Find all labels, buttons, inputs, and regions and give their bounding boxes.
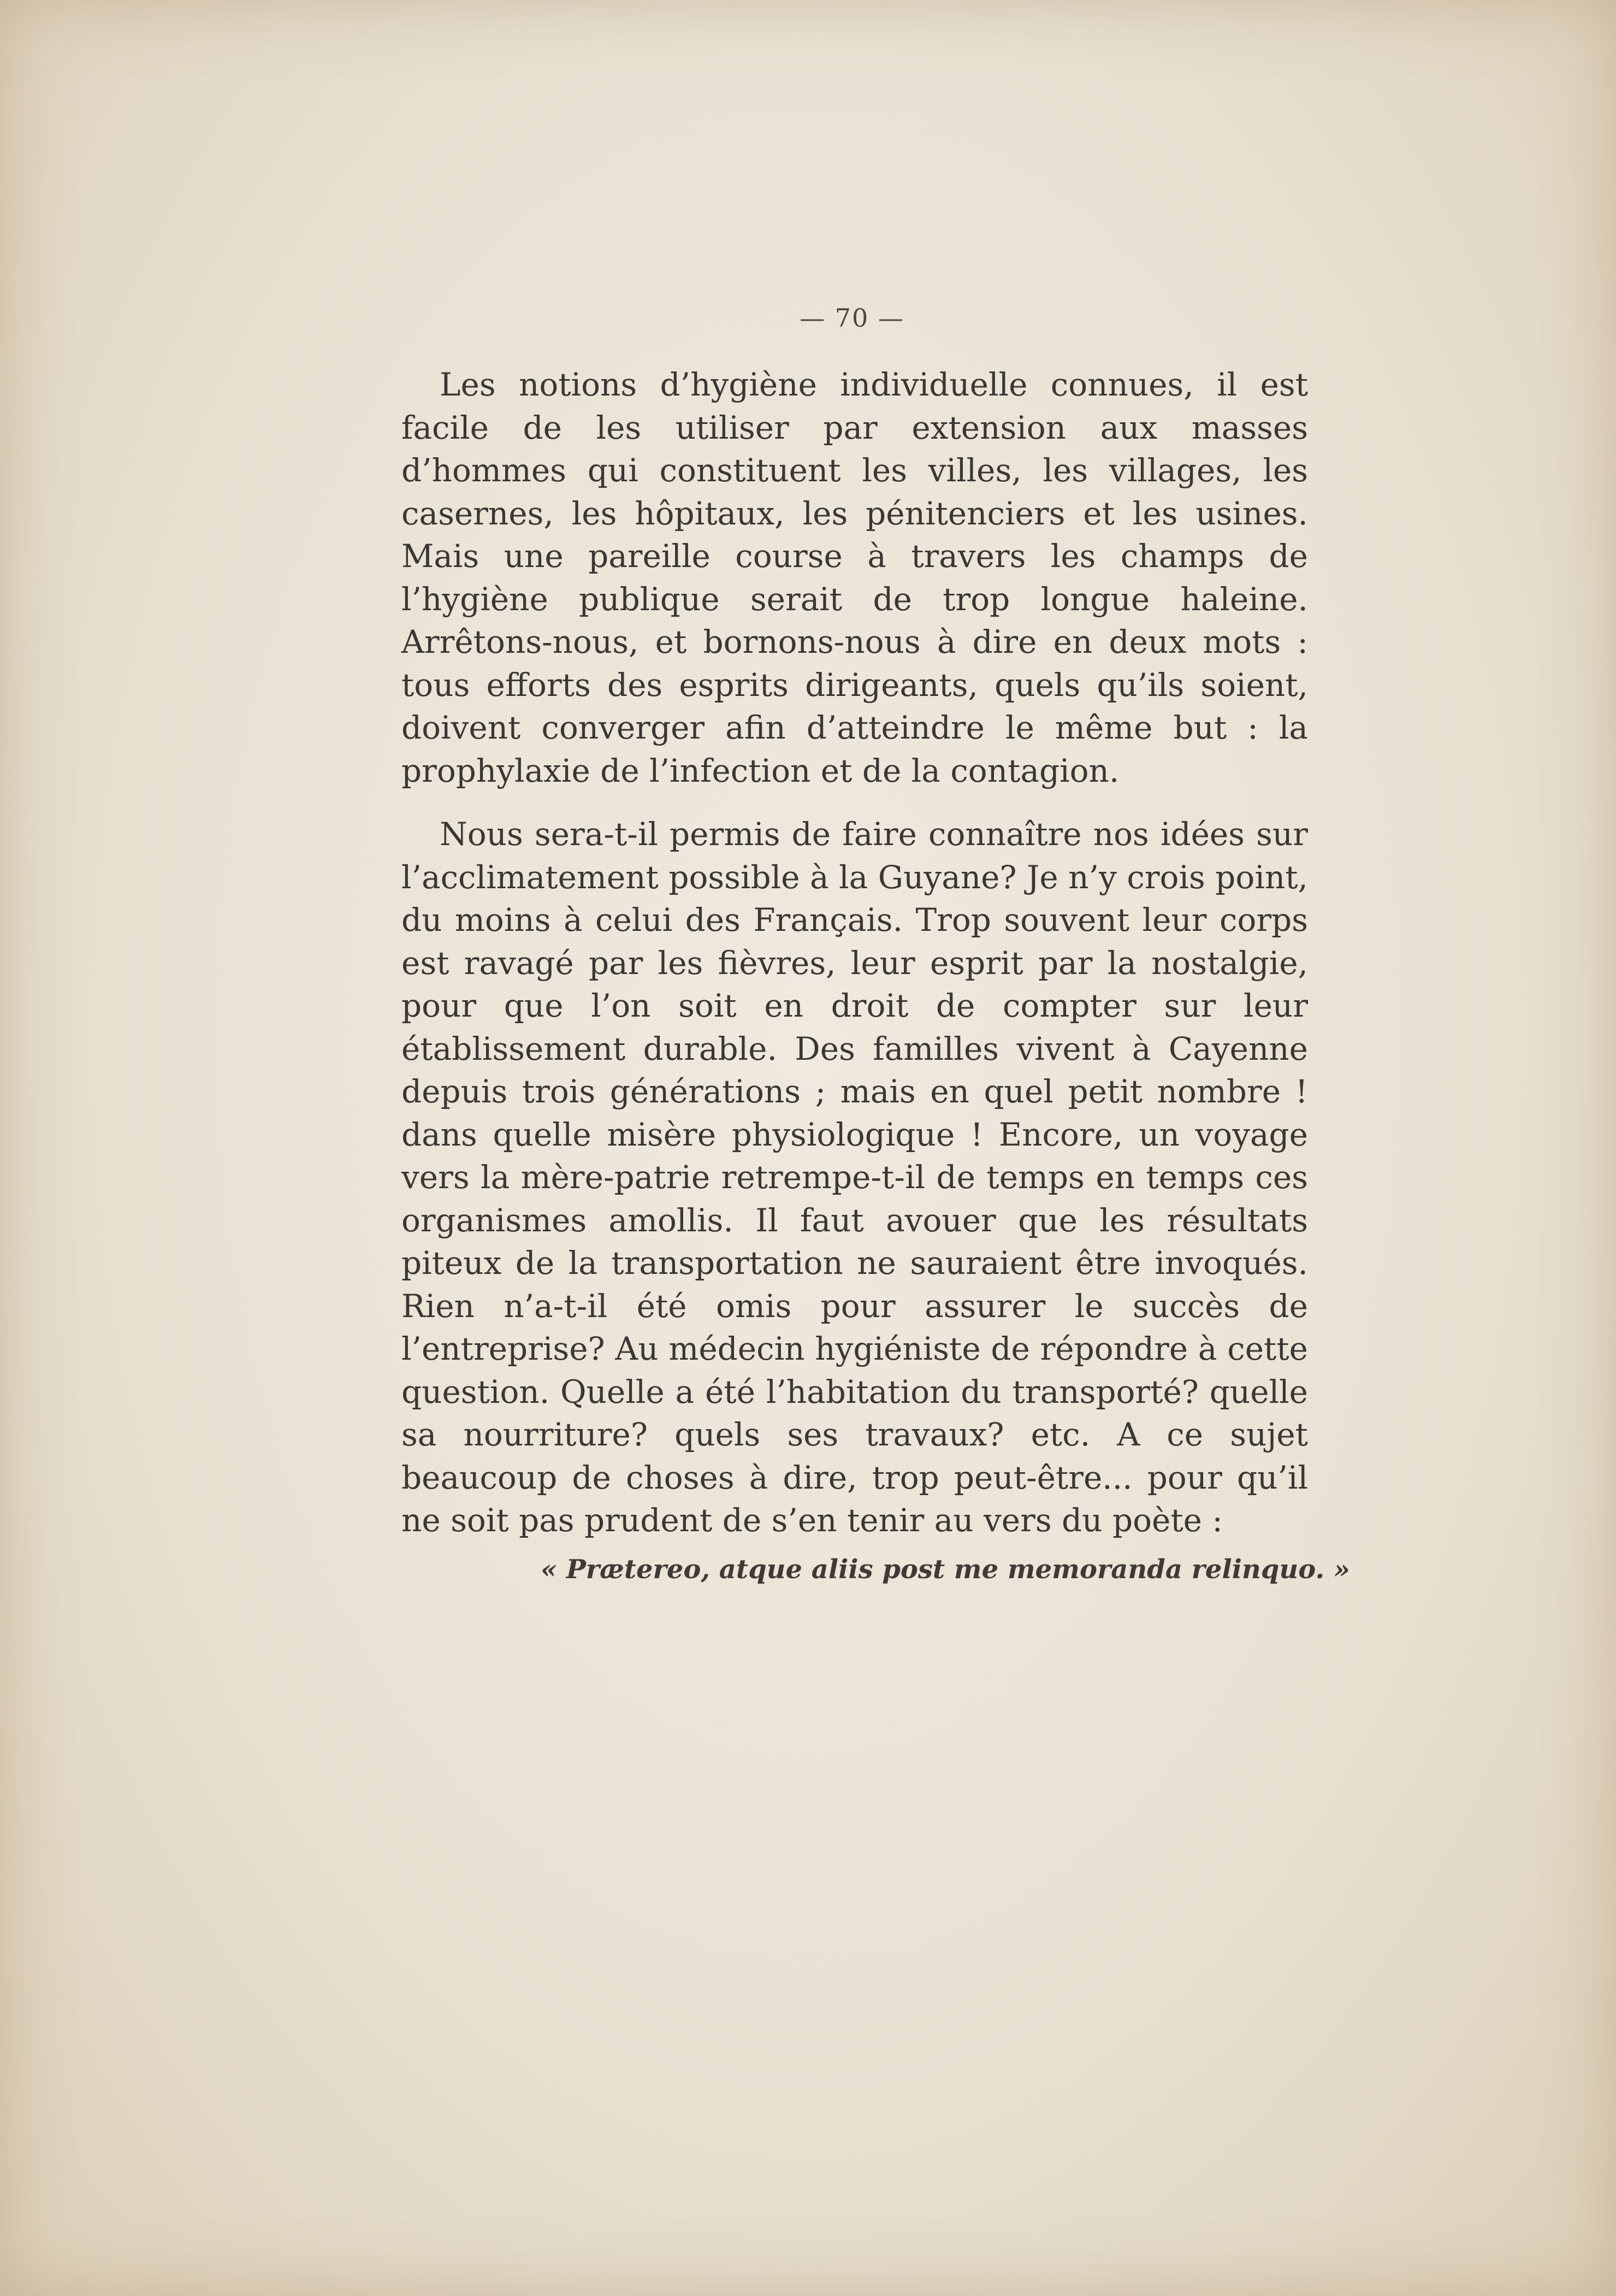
latin-quote: « Prætereo, atque aliis post me memoranda relinquo. » <box>541 1554 1350 1585</box>
page-body <box>401 363 1308 1542</box>
paragraph-hygiene: Les notions d’hygiène individuelle connues, il est facile de les utiliser par extension aux masses d’hommes qui constituent les villes, les villages, les casernes, les hôpitaux, les pénitenciers et les usines. Mais une pareille course à travers les champs de l’hygiène publique serait de trop longue haleine. Arrêtons-nous, et bornons-nous à dire en deux mots : tous efforts des esprits dirigeants, quels qu’ils soient, doivent converger afin d’atteindre le même but : la prophylaxie de l’infection et de la contagion. <box>401 366 1308 789</box>
page-number: — 70 — <box>800 303 904 333</box>
paragraph-acclimatement: Nous sera-t-il permis de faire connaître nos idées sur l’acclimatement possible à la Guyane? Je n’y crois point, du moins à celui des Français. Trop souvent leur corps est ravagé par les fièvres, leur esprit par la nostalgie, pour que l’on soit en droit de compter sur leur établissement durable. Des familles vivent à Cayenne depuis trois générations ; mais en quel petit nombre ! dans quelle misère physiologique ! Encore, un voyage vers la mère-patrie retrempe-t-il de temps en temps ces organismes amollis. Il faut avouer que les résultats piteux de la transportation ne sauraient être invoqués. Rien n’a-t-il été omis pour assurer le succès de l’entreprise? Au médecin hygiéniste de répondre à cette question. Quelle a été l’habitation du transporté? quelle sa nourriture? quels ses travaux? etc. A ce sujet beaucoup de choses à dire, trop peut-être... pour qu’il ne soit pas prudent de s’en tenir au vers du poète : <box>401 816 1308 1539</box>
